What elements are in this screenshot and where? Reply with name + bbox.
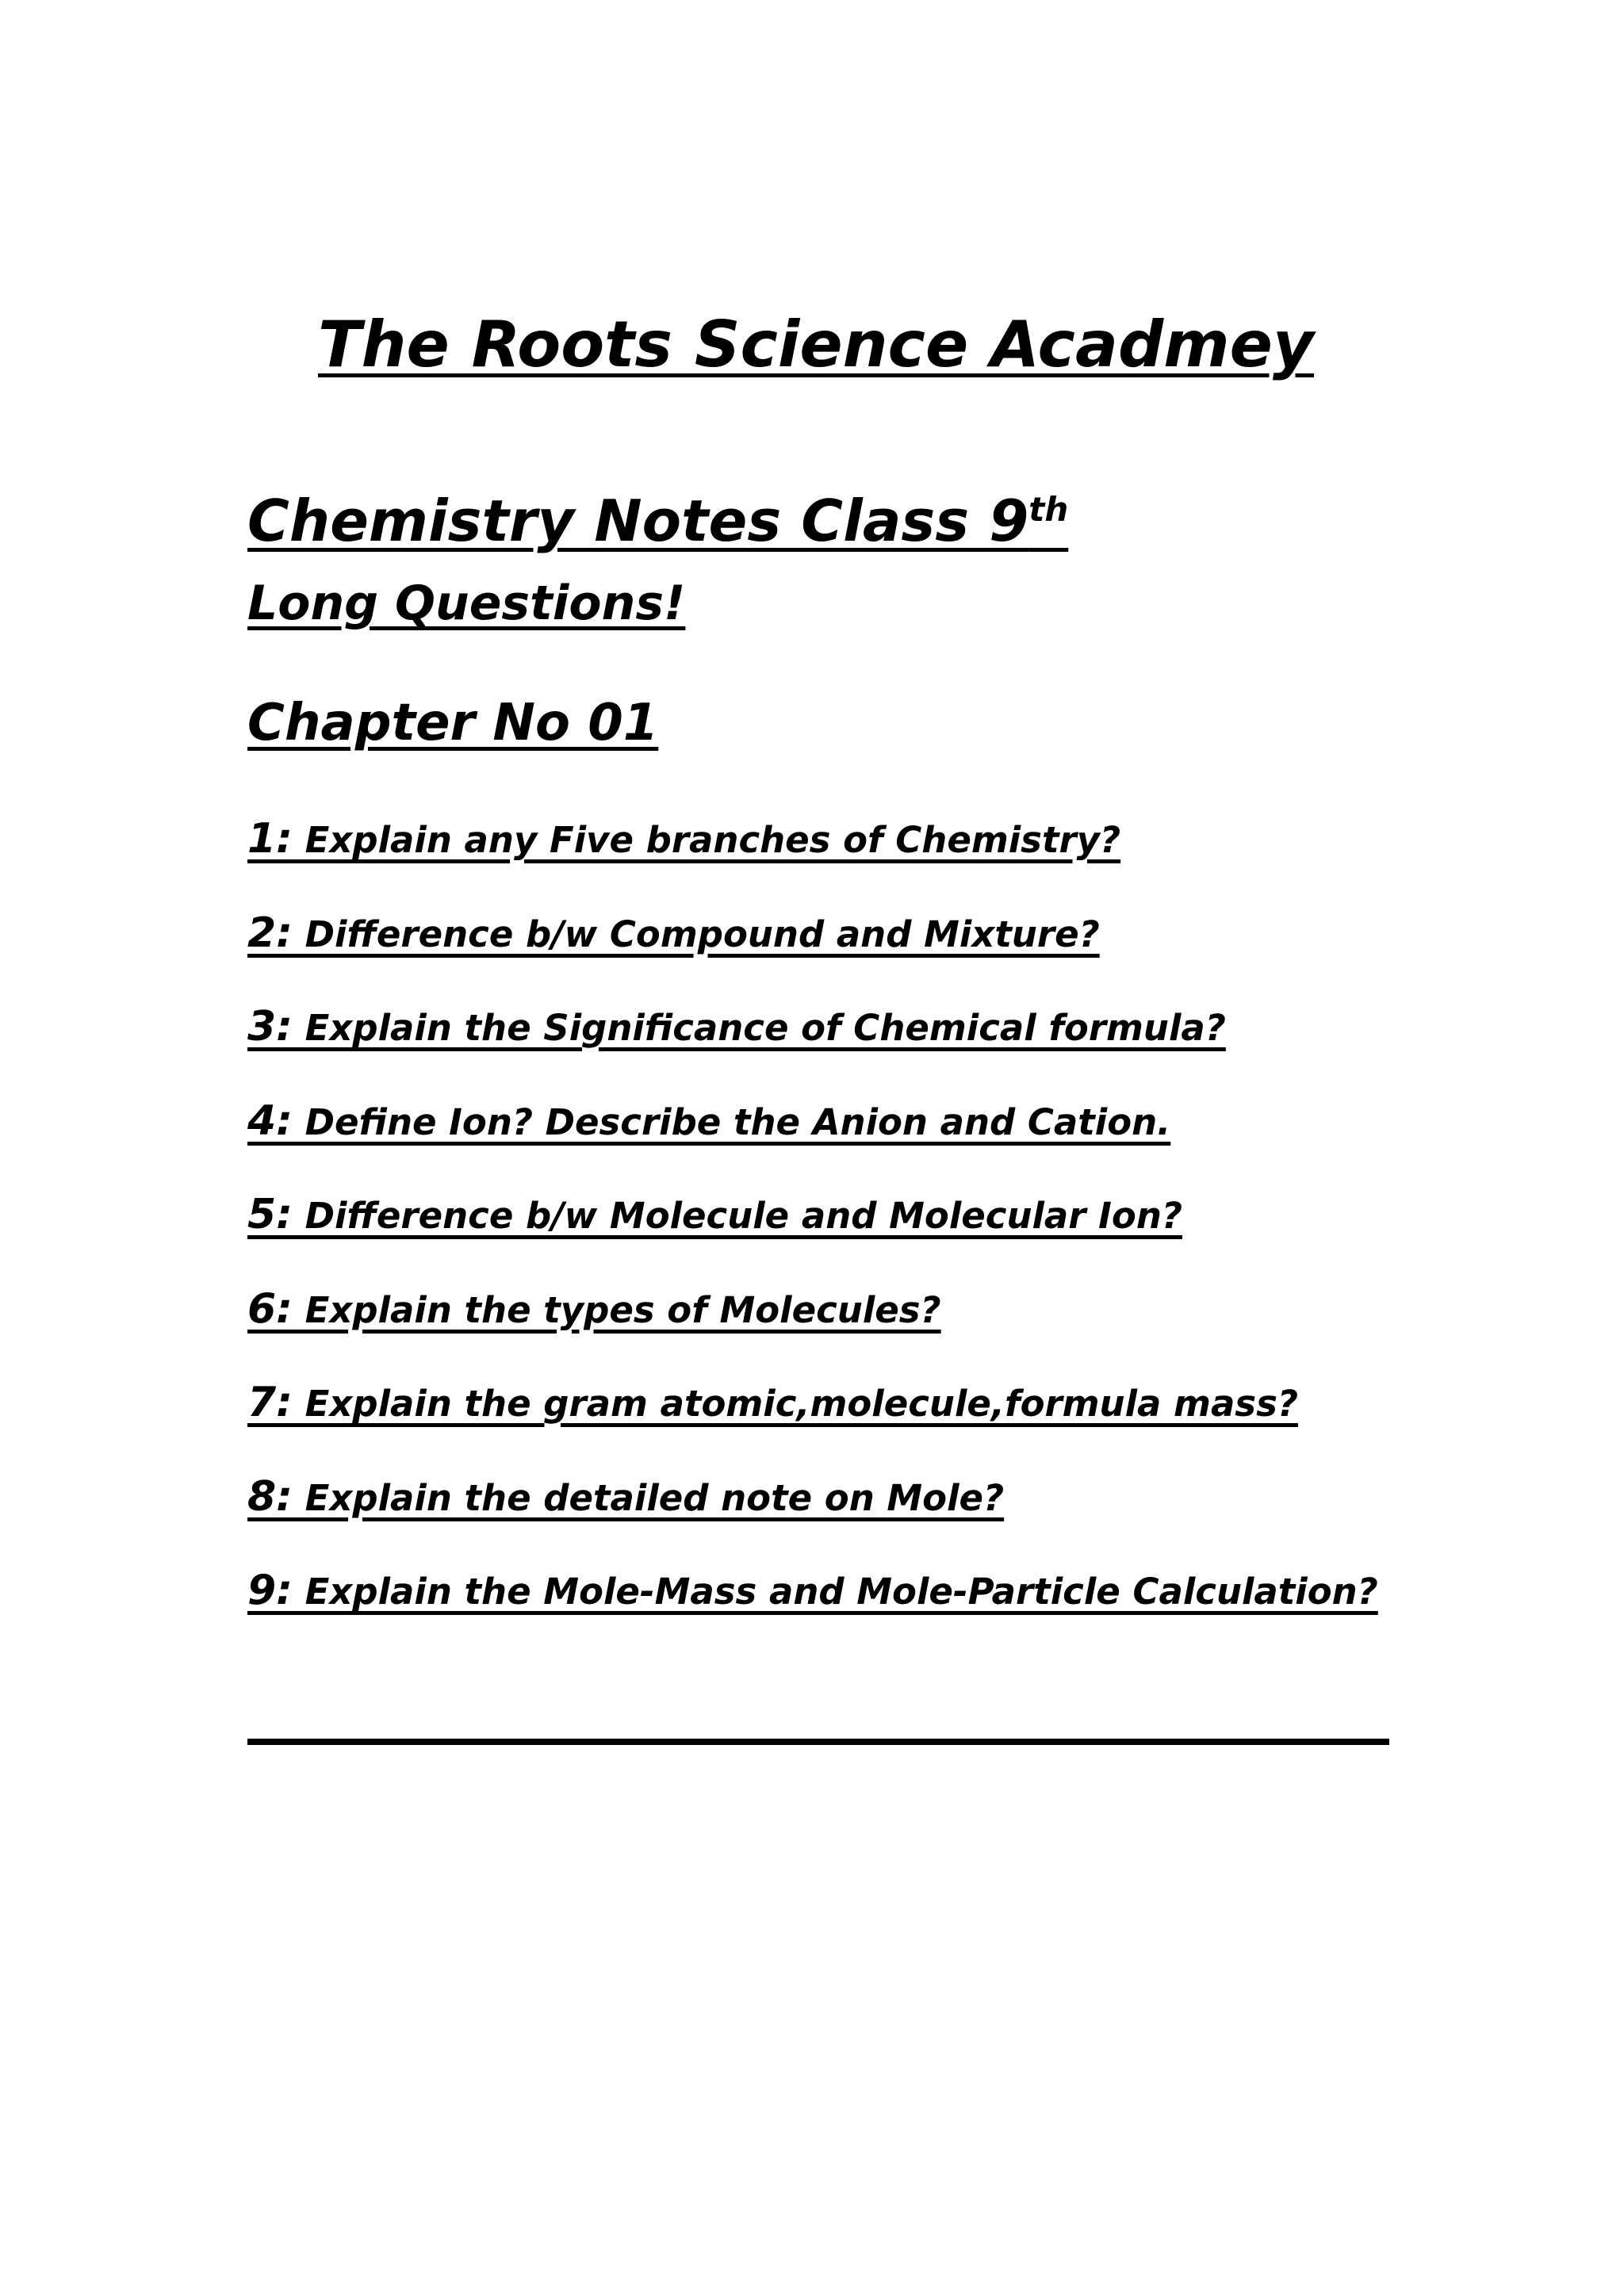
long-questions-subtitle: Long Questions! [247,576,686,631]
chapter-title: Chapter No 01 [247,694,659,752]
question-item [247,999,1378,1093]
question-text: Explain the detailed note on Mole? [292,1476,1005,1519]
question-text: Explain the types of Molecules? [292,1288,941,1331]
question-text: Difference b/w Molecule and Molecular Ion? [292,1195,1182,1237]
question-text: Explain any Five branches of Chemistry? [292,819,1121,861]
question-item [247,1563,1378,1657]
question-item [247,905,1378,1000]
question-item [247,1093,1378,1188]
academy-title-text: The Roots Science Acadmey [318,308,1314,381]
question-number: 7: [247,1379,293,1426]
bottom-divider [247,1739,1389,1745]
question-item [247,1469,1378,1563]
question-number: 3: [247,1003,293,1050]
question-number: 6: [247,1284,293,1333]
question-list [247,811,1378,1657]
academy-title [0,305,1624,385]
question-text: Explain the Significance of Chemical formula? [292,1007,1226,1049]
question-number: 2: [247,909,293,957]
question-number: 9: [247,1567,293,1614]
question-item [247,1375,1378,1469]
notes-title-text: Chemistry Notes Class 9 [247,488,1029,554]
question-number: 1: [247,815,293,863]
question-item [247,1281,1378,1376]
question-number: 8: [247,1472,293,1521]
question-item [247,1187,1378,1281]
question-number: 4: [247,1096,293,1145]
question-number: 5: [247,1191,293,1238]
question-item [247,811,1378,905]
notes-title-superscript: th [1028,490,1069,529]
question-text: Difference b/w Compound and Mixture? [292,913,1100,955]
notes-title [247,485,1068,557]
question-text: Explain the Mole-Mass and Mole-Particle Calculation? [292,1571,1378,1613]
question-text: Define Ion? Describe the Anion and Cation. [292,1100,1171,1143]
question-text: Explain the gram atomic,molecule,formula mass? [292,1383,1298,1425]
